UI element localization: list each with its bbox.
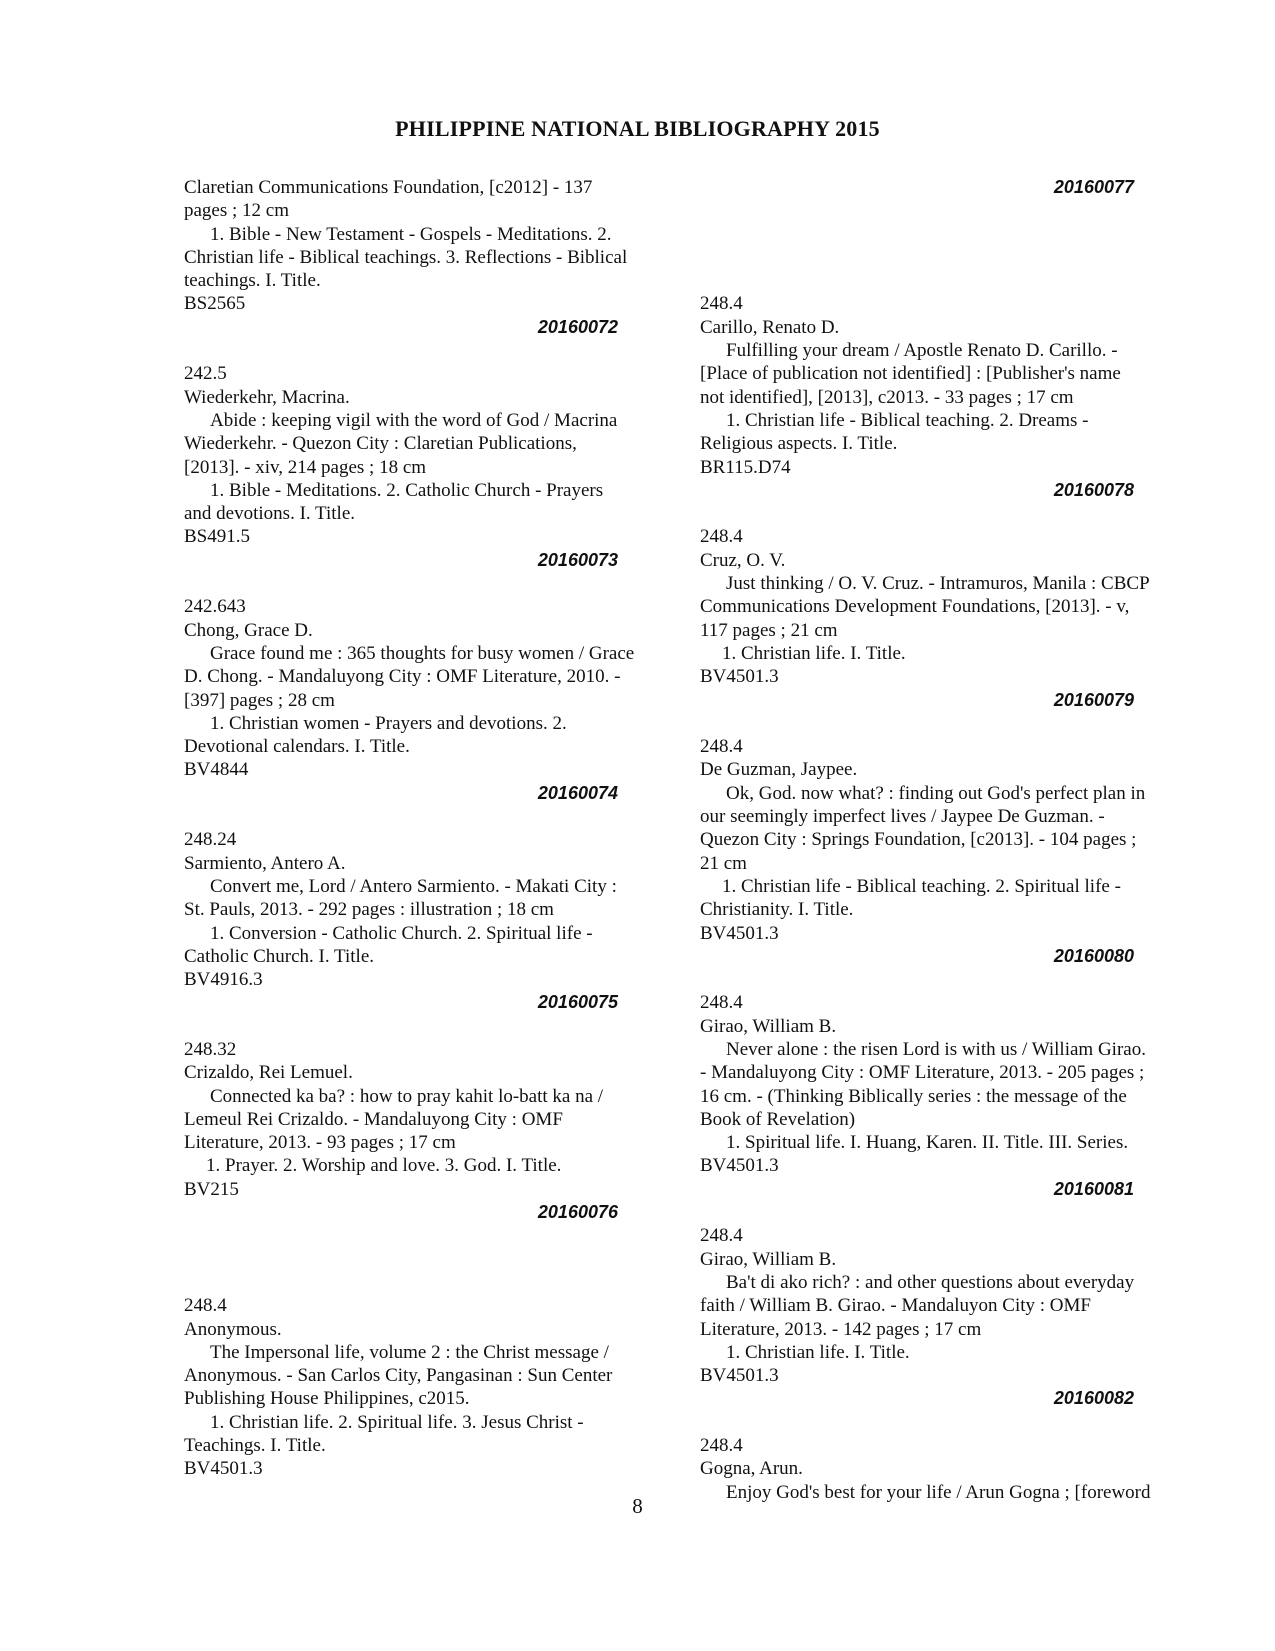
bibliographic-entry bbox=[700, 991, 1190, 1177]
bibliographic-entry bbox=[184, 1294, 674, 1480]
entry-continued bbox=[184, 176, 674, 316]
call-number: 248.4 bbox=[700, 1225, 743, 1247]
entry-line: Literature, 2013. - 142 pages ; 17 cm bbox=[700, 1318, 982, 1340]
entry-line: Teachings. I. Title. bbox=[184, 1435, 326, 1457]
control-number: 20160074 bbox=[537, 782, 618, 803]
entry-line: Catholic Church. I. Title. bbox=[184, 945, 374, 967]
entry-line: Enjoy God's best for your life / Arun Gogna ; [foreword bbox=[726, 1481, 1151, 1503]
entry-line: 1. Conversion - Catholic Church. 2. Spiritual life - bbox=[210, 922, 593, 944]
control-number: 20160075 bbox=[537, 992, 618, 1013]
entry-line: Quezon City : Springs Foundation, [c2013]. - 104 pages ; bbox=[700, 829, 1137, 851]
control-number: 20160077 bbox=[1053, 177, 1134, 197]
entry-line: - Mandaluyong City : OMF Literature, 2013. - 205 pages ; bbox=[700, 1062, 1145, 1084]
entry-line: Literature, 2013. - 93 pages ; 17 cm bbox=[184, 1132, 456, 1154]
call-number: 248.4 bbox=[700, 526, 743, 548]
entry-author: Carillo, Renato D. bbox=[700, 316, 840, 338]
entry-line: Publishing House Philippines, c2015. bbox=[184, 1388, 470, 1410]
entry-line: BV4501.3 bbox=[700, 666, 779, 688]
call-number: 248.4 bbox=[700, 293, 743, 315]
entry-author: Girao, William B. bbox=[700, 1015, 837, 1037]
entry-line: 1. Christian life - Biblical teaching. 2. Dreams - bbox=[726, 409, 1089, 431]
control-number: 20160080 bbox=[1053, 945, 1134, 966]
entry-line: [2013]. - xiv, 214 pages ; 18 cm bbox=[184, 456, 427, 478]
control-number: 20160079 bbox=[1053, 689, 1134, 710]
bibliographic-entry bbox=[184, 828, 674, 991]
entry-line: Lemeul Rei Crizaldo. - Mandaluyong City : OMF bbox=[184, 1108, 563, 1130]
control-number: 20160081 bbox=[1053, 1178, 1134, 1199]
entry-author: Girao, William B. bbox=[700, 1248, 837, 1270]
entry-line: Convert me, Lord / Antero Sarmiento. - Makati City : bbox=[210, 875, 617, 897]
entry-line: Religious aspects. I. Title. bbox=[700, 433, 898, 455]
page-title: PHILIPPINE NATIONAL BIBLIOGRAPHY 2015 bbox=[395, 116, 880, 141]
entry-line: Ba't di ako rich? : and other questions about everyday bbox=[726, 1271, 1135, 1293]
entry-line: BV4501.3 bbox=[184, 1458, 263, 1480]
entry-line: 1. Prayer. 2. Worship and love. 3. God. I. Title. bbox=[206, 1155, 562, 1177]
entry-line: BV4844 bbox=[184, 759, 249, 781]
bibliographic-entry bbox=[700, 735, 1190, 945]
entry-line: Christianity. I. Title. bbox=[700, 899, 854, 921]
entry-line: 117 pages ; 21 cm bbox=[700, 619, 838, 641]
entry-line: 1. Christian life - Biblical teaching. 2. Spiritual life - bbox=[722, 875, 1121, 897]
control-number: 20160078 bbox=[1053, 479, 1134, 500]
entry-line: Grace found me : 365 thoughts for busy women / Grace bbox=[210, 642, 635, 664]
call-number: 248.4 bbox=[700, 1435, 743, 1457]
entry-line: 1. Christian life. I. Title. bbox=[722, 642, 906, 664]
bibliographic-entry bbox=[184, 1038, 674, 1201]
entry-line: BV4501.3 bbox=[700, 1365, 779, 1387]
call-number: 248.32 bbox=[184, 1038, 237, 1060]
entry-line: 21 cm bbox=[700, 852, 747, 874]
entry-line: 16 cm. - (Thinking Biblically series : the message of the bbox=[700, 1085, 1127, 1107]
call-number: 242.643 bbox=[184, 596, 246, 618]
entry-line: Devotional calendars. I. Title. bbox=[184, 736, 410, 758]
bibliographic-entry bbox=[700, 1224, 1190, 1387]
entry-author: Cruz, O. V. bbox=[700, 549, 786, 571]
control-number: 20160072 bbox=[537, 316, 618, 337]
control-number: 20160082 bbox=[1053, 1388, 1134, 1409]
bibliographic-entry bbox=[184, 362, 674, 548]
entry-line: BR115.D74 bbox=[700, 456, 791, 478]
entry-line: Never alone : the risen Lord is with us / William Girao. bbox=[726, 1038, 1146, 1060]
entry-line: BS2565 bbox=[184, 293, 246, 315]
entry-author: Chong, Grace D. bbox=[184, 619, 313, 641]
bibliographic-entry bbox=[700, 292, 1190, 478]
call-number: 248.24 bbox=[184, 829, 237, 851]
right-column bbox=[700, 176, 1190, 1504]
entry-line: 1. Christian women - Prayers and devotions. 2. bbox=[210, 712, 567, 734]
entry-line: Wiederkehr. - Quezon City : Claretian Publications, bbox=[184, 433, 577, 455]
entry-line: Abide : keeping vigil with the word of God / Macrina bbox=[210, 409, 618, 431]
entry-line: our seemingly imperfect lives / Jaypee De Guzman. - bbox=[700, 806, 1105, 828]
entry-line: Communications Development Foundations, [2013]. - v, bbox=[700, 596, 1130, 618]
entry-line: Book of Revelation) bbox=[700, 1108, 856, 1130]
entry-line: Ok, God. now what? : finding out God's perfect plan in bbox=[726, 782, 1146, 804]
control-number: 20160076 bbox=[537, 1202, 618, 1223]
entry-author: Gogna, Arun. bbox=[700, 1458, 803, 1480]
entry-line: faith / William B. Girao. - Mandaluyon City : OMF bbox=[700, 1295, 1091, 1317]
entry-author: Wiederkehr, Macrina. bbox=[184, 386, 350, 408]
left-column bbox=[184, 176, 674, 1481]
entry-author: Anonymous. bbox=[184, 1318, 282, 1340]
call-number: 248.4 bbox=[700, 992, 743, 1014]
entry-line: [Place of publication not identified] : [Publisher's name bbox=[700, 363, 1121, 385]
entry-line: 1. Bible - New Testament - Gospels - Meditations. 2. bbox=[210, 223, 612, 245]
entry-line: Fulfilling your dream / Apostle Renato D. Carillo. - bbox=[726, 340, 1118, 362]
entry-line: D. Chong. - Mandaluyong City : OMF Literature, 2010. - bbox=[184, 666, 621, 688]
entry-line: BV4916.3 bbox=[184, 969, 263, 991]
call-number: 248.4 bbox=[184, 1295, 227, 1317]
bibliographic-entry bbox=[184, 595, 674, 781]
bibliographic-entry bbox=[700, 525, 1190, 688]
entry-line: teachings. I. Title. bbox=[184, 270, 321, 292]
entry-line: 1. Christian life. I. Title. bbox=[726, 1341, 910, 1363]
entry-author: Crizaldo, Rei Lemuel. bbox=[184, 1062, 353, 1084]
entry-line: BV4501.3 bbox=[700, 922, 779, 944]
entry-line: St. Pauls, 2013. - 292 pages : illustration ; 18 cm bbox=[184, 899, 554, 921]
entry-line: 1. Bible - Meditations. 2. Catholic Church - Prayers bbox=[210, 479, 604, 501]
entry-line: Connected ka ba? : how to pray kahit lo-batt ka na / bbox=[210, 1085, 604, 1107]
entry-line: not identified], [2013], c2013. - 33 pages ; 17 cm bbox=[700, 386, 1074, 408]
entry-line: BV4501.3 bbox=[700, 1155, 779, 1177]
entry-line: The Impersonal life, volume 2 : the Christ message / bbox=[210, 1341, 609, 1363]
entry-line: and devotions. I. Title. bbox=[184, 503, 356, 525]
entry-line: Christian life - Biblical teachings. 3. Reflections - Biblical bbox=[184, 246, 628, 268]
entry-line: BV215 bbox=[184, 1178, 239, 1200]
entry-line: 1. Christian life. 2. Spiritual life. 3. Jesus Christ - bbox=[210, 1411, 584, 1433]
call-number: 248.4 bbox=[700, 736, 743, 758]
entry-line: Anonymous. - San Carlos City, Pangasinan : Sun Center bbox=[184, 1365, 613, 1387]
page-number: 8 bbox=[632, 1494, 643, 1518]
entry-line: 1. Spiritual life. I. Huang, Karen. II. Title. III. Series. bbox=[726, 1132, 1129, 1154]
entry-line: BS491.5 bbox=[184, 526, 250, 548]
entry-author: De Guzman, Jaypee. bbox=[700, 759, 858, 781]
control-number: 20160073 bbox=[537, 549, 618, 570]
entry-line: Claretian Communications Foundation, [c2012] - 137 bbox=[184, 177, 593, 198]
entry-line: pages ; 12 cm bbox=[184, 200, 290, 222]
entry-author: Sarmiento, Antero A. bbox=[184, 852, 346, 874]
entry-line: Just thinking / O. V. Cruz. - Intramuros, Manila : CBCP bbox=[726, 573, 1150, 595]
call-number: 242.5 bbox=[184, 363, 227, 385]
entry-line: [397] pages ; 28 cm bbox=[184, 689, 335, 711]
